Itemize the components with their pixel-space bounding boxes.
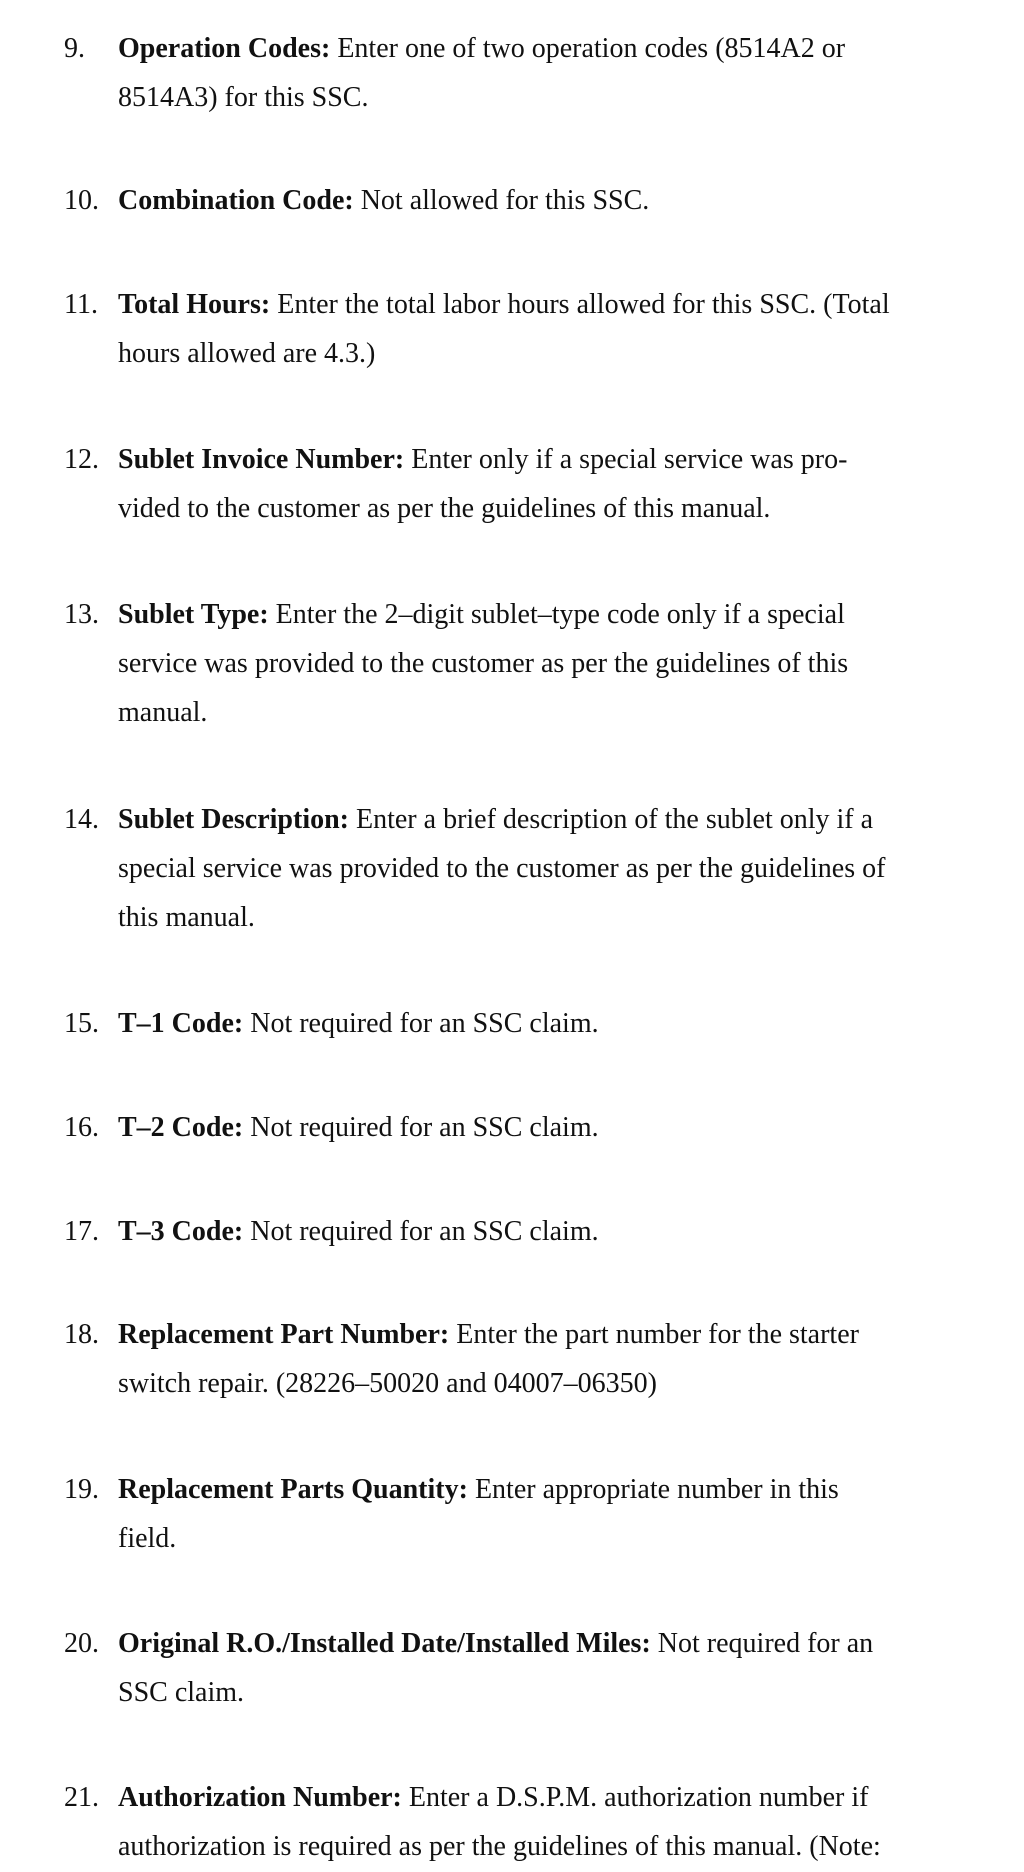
item-body	[118, 1207, 988, 1256]
item-text: Enter a brief description of the sublet only if a	[349, 804, 874, 835]
item-body	[118, 1310, 988, 1408]
item-line: service was provided to the customer as per the guidelines of this	[118, 648, 849, 679]
item-line	[118, 176, 988, 225]
item-number: 14.	[64, 804, 99, 835]
item-term: Replacement Parts Quantity:	[118, 1474, 468, 1505]
item-line: switch repair. (28226–50020 and 04007–06350)	[118, 1368, 657, 1399]
item-line: 8514A3) for this SSC.	[118, 82, 369, 113]
item-line: this manual.	[118, 902, 255, 933]
item-line	[118, 1103, 988, 1152]
item-text: Enter a D.S.P.M. authorization number if	[401, 1782, 869, 1813]
item-number: 10.	[64, 185, 99, 216]
item-term: T–2 Code:	[118, 1112, 244, 1143]
item-body	[118, 435, 988, 533]
item-body	[118, 999, 988, 1048]
item-number: 15.	[64, 1008, 99, 1039]
item-line	[118, 590, 988, 639]
item-number: 19.	[64, 1474, 99, 1505]
item-body	[118, 590, 988, 737]
item-text: Enter appropriate number in this	[467, 1474, 839, 1505]
item-term: Replacement Part Number:	[118, 1319, 450, 1350]
item-line	[118, 24, 988, 73]
item-line	[118, 435, 988, 484]
item-text: Not required for an SSC claim.	[243, 1008, 599, 1039]
item-text: Not required for an SSC claim.	[243, 1216, 599, 1247]
item-body	[118, 1619, 988, 1717]
item-term: Total Hours:	[118, 289, 271, 320]
item-body	[118, 795, 988, 942]
item-text: Enter only if a special service was pro-	[404, 444, 848, 475]
item-line	[118, 1310, 988, 1359]
item-term: Sublet Type:	[118, 599, 269, 630]
item-text: Not allowed for this SSC.	[353, 185, 650, 216]
item-term: Sublet Description:	[118, 804, 349, 835]
item-line: authorization is required as per the guidelines of this manual. (Note:	[118, 1831, 881, 1862]
item-line	[118, 1773, 988, 1822]
item-number: 13.	[64, 599, 99, 630]
item-term: T–1 Code:	[118, 1008, 244, 1039]
item-text: Enter one of two operation codes (8514A2 or	[330, 33, 846, 64]
item-number: 20.	[64, 1628, 99, 1659]
item-line: manual.	[118, 697, 208, 728]
item-number: 9.	[64, 33, 85, 64]
item-number: 18.	[64, 1319, 99, 1350]
item-term: T–3 Code:	[118, 1216, 244, 1247]
item-term: Operation Codes:	[118, 33, 331, 64]
item-body	[118, 1465, 988, 1563]
item-text: Not required for an SSC claim.	[243, 1112, 599, 1143]
item-text: Enter the total labor hours allowed for this SSC. (Total	[270, 289, 890, 320]
item-number: 17.	[64, 1216, 99, 1247]
item-body	[118, 176, 988, 225]
item-line	[118, 1207, 988, 1256]
item-line	[118, 280, 988, 329]
item-term: Combination Code:	[118, 185, 354, 216]
item-line	[118, 1465, 988, 1514]
item-text: Enter the part number for the starter	[449, 1319, 859, 1350]
item-line: SSC claim.	[118, 1677, 245, 1708]
item-line: field.	[118, 1523, 177, 1554]
item-term: Sublet Invoice Number:	[118, 444, 405, 475]
item-text: Not required for an	[650, 1628, 874, 1659]
item-term: Authorization Number:	[118, 1782, 402, 1813]
item-text: Enter the 2–digit sublet–type code only if a special	[268, 599, 845, 630]
item-line	[118, 795, 988, 844]
item-term: Original R.O./Installed Date/Installed Miles:	[118, 1628, 651, 1659]
item-number: 12.	[64, 444, 99, 475]
item-number: 21.	[64, 1782, 99, 1813]
item-number: 16.	[64, 1112, 99, 1143]
item-line: vided to the customer as per the guidelines of this manual.	[118, 493, 771, 524]
item-body	[118, 1103, 988, 1152]
item-line: special service was provided to the customer as per the guidelines of	[118, 853, 886, 884]
item-body	[118, 24, 988, 122]
item-body	[118, 280, 988, 378]
item-body	[118, 1773, 988, 1871]
item-line	[118, 1619, 988, 1668]
item-line	[118, 999, 988, 1048]
item-number: 11.	[64, 289, 98, 320]
item-line: hours allowed are 4.3.)	[118, 338, 376, 369]
